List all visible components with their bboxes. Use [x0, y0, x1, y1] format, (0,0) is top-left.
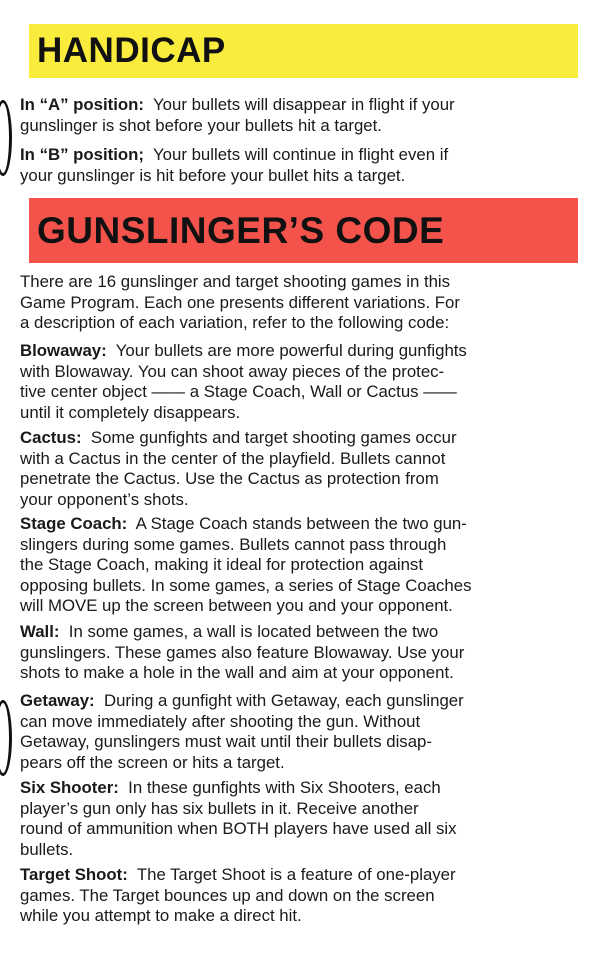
blowaway-line-1 — [20, 341, 582, 362]
six-shooter-text-3: round of ammunition when BOTH players have used all six — [20, 819, 457, 839]
cactus-line-1 — [20, 428, 582, 449]
stage-coach-text-4: opposing bullets. In some games, a series of Stage Coaches — [20, 575, 472, 595]
binder-ring-mark-bottom — [0, 700, 12, 776]
handicap-b-term: In “B” position; — [20, 145, 144, 164]
target-shoot-text-1: The Target Shoot is a feature of one-player — [136, 865, 456, 884]
cactus-paragraph — [20, 428, 582, 510]
target-shoot-text-3: while you attempt to make a direct hit. — [20, 906, 302, 926]
intro-line-3: a description of each variation, refer to the following code: — [20, 313, 450, 333]
intro-line-1: There are 16 gunslinger and target shooting games in this — [20, 272, 451, 291]
stage-coach-term: Stage Coach: — [20, 514, 128, 533]
cactus-text-1: Some gunfights and target shooting games occur — [90, 428, 457, 447]
handicap-b-text-2: your gunslinger is hit before your bullet hits a target. — [20, 165, 406, 185]
getaway-text-4: pears off the screen or hits a target. — [20, 752, 285, 772]
gunslingers-code-heading — [29, 198, 578, 263]
wall-text-3: shots to make a hole in the wall and aim at your opponent. — [20, 663, 454, 683]
six-shooter-text-4: bullets. — [20, 839, 74, 859]
handicap-heading-text: HANDICAP — [37, 31, 226, 70]
cactus-text-2: with a Cactus in the center of the playfield. Bullets cannot — [20, 448, 446, 468]
target-shoot-term: Target Shoot: — [20, 865, 128, 884]
stage-coach-line-1 — [20, 514, 582, 535]
blowaway-term: Blowaway: — [20, 341, 107, 360]
six-shooter-text-1: In these gunfights with Six Shooters, each — [128, 778, 441, 797]
gunslingers-code-heading-text: GUNSLINGER’S CODE — [37, 209, 445, 251]
blowaway-text-4: until it completely disappears. — [20, 402, 241, 422]
intro-paragraph — [20, 272, 582, 334]
intro-line-2: Game Program. Each one presents different variations. For — [20, 292, 460, 312]
getaway-line-1 — [20, 691, 582, 712]
cactus-term: Cactus: — [20, 428, 82, 447]
blowaway-paragraph — [20, 341, 582, 423]
getaway-term: Getaway: — [20, 691, 95, 710]
handicap-a-term: In “A” position: — [20, 95, 144, 114]
wall-term: Wall: — [20, 622, 60, 641]
stage-coach-text-2: slingers during some games. Bullets cannot pass through — [20, 534, 447, 554]
handicap-a-paragraph — [20, 95, 582, 136]
six-shooter-text-2: player’s gun only has six bullets in it. Receive another — [20, 798, 419, 818]
handicap-b-line-1 — [20, 145, 582, 166]
getaway-paragraph — [20, 691, 582, 773]
blowaway-text-3: tive center object —— a Stage Coach, Wall or Cactus —— — [20, 382, 457, 402]
target-shoot-text-2: games. The Target bounces up and down on the screen — [20, 885, 435, 905]
handicap-b-text-1: Your bullets will continue in flight even if — [153, 145, 449, 164]
getaway-text-3: Getaway, gunslingers must wait until their bullets disap- — [20, 732, 432, 752]
six-shooter-paragraph — [20, 778, 582, 860]
target-shoot-line-1 — [20, 865, 582, 886]
handicap-b-paragraph — [20, 145, 582, 186]
handicap-a-line-1 — [20, 95, 582, 116]
blowaway-text-1: Your bullets are more powerful during gunfights — [115, 341, 467, 360]
stage-coach-text-5: will MOVE up the screen between you and your opponent. — [20, 596, 453, 616]
six-shooter-term: Six Shooter: — [20, 778, 119, 797]
target-shoot-paragraph — [20, 865, 582, 927]
stage-coach-text-3: the Stage Coach, making it ideal for protection against — [20, 555, 423, 575]
blowaway-text-2: with Blowaway. You can shoot away pieces of the protec- — [20, 361, 445, 381]
getaway-text-1: During a gunfight with Getaway, each gunslinger — [103, 691, 464, 710]
stage-coach-paragraph — [20, 514, 582, 617]
wall-line-1 — [20, 622, 582, 643]
binder-ring-mark-top — [0, 100, 12, 176]
wall-text-1: In some games, a wall is located between the two — [68, 622, 439, 641]
handicap-a-text-1: Your bullets will disappear in flight if your — [153, 95, 455, 114]
wall-paragraph — [20, 622, 582, 684]
handicap-heading — [29, 24, 578, 78]
six-shooter-line-1 — [20, 778, 582, 799]
cactus-text-4: your opponent’s shots. — [20, 489, 189, 509]
cactus-text-3: penetrate the Cactus. Use the Cactus as protection from — [20, 469, 439, 489]
getaway-text-2: can move immediately after shooting the gun. Without — [20, 711, 421, 731]
wall-text-2: gunslingers. These games also feature Blowaway. Use your — [20, 642, 465, 662]
handicap-a-text-2: gunslinger is shot before your bullets hit a target. — [20, 115, 382, 135]
stage-coach-text-1: A Stage Coach stands between the two gun- — [135, 514, 467, 533]
